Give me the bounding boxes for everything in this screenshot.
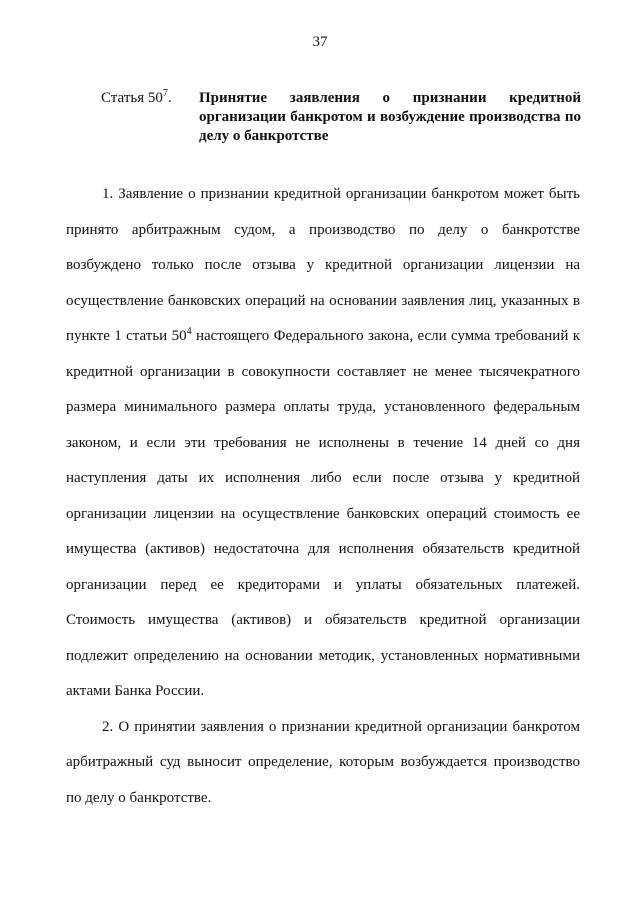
paragraph-1-part2: настоящего Федерального закона, если сумма требований к кредитной организации в совокупности составляет не менее тысячекратного размера минимального размера оплаты труда, установленного федеральным законом, и если эти требования не исполнены в течение 14 дней со дня наступления даты их исполнения либо если после отзыва у кредитной организации лицензии на осуществление банковских операций стоимость ее имущества (активов) недостаточна для исполнения обязательств кредитной организации перед ее кредиторами и уплаты обязательных платежей. Стоимость имущества (активов) и обязательств кредитной организации подлежит определению на основании методик, установленных нормативными актами Банка России. [66,328,581,699]
article-label [101,89,199,146]
article-body [66,177,580,816]
article-label-superscript: 7 [162,88,168,99]
article-label-suffix: . [167,90,172,106]
article-title: Принятие заявления о признании кредитной организации банкротом и возбуждение производства по делу о банкротстве [199,90,581,144]
page-number: 37 [312,34,328,50]
paragraph-1-part1: 1. Заявление о признании кредитной организации банкротом может быть принято арбитражным судом, а производство по делу о банкротстве возбуждено только после отзыва у кредитной организации лицензии на осуществление банковских операций на основании заявления лиц, указанных в пункте 1 статьи 50 [66,186,580,344]
article-header [101,89,581,146]
paragraph-1-superscript: 4 [186,326,192,337]
paragraph-1 [66,177,580,710]
article-label-prefix: Статья 50 [101,90,163,106]
paragraph-2: 2. О принятии заявления о признании кредитной организации банкротом арбитражный суд выносит определение, которым возбуждается производство по делу о банкротстве. [66,718,580,806]
